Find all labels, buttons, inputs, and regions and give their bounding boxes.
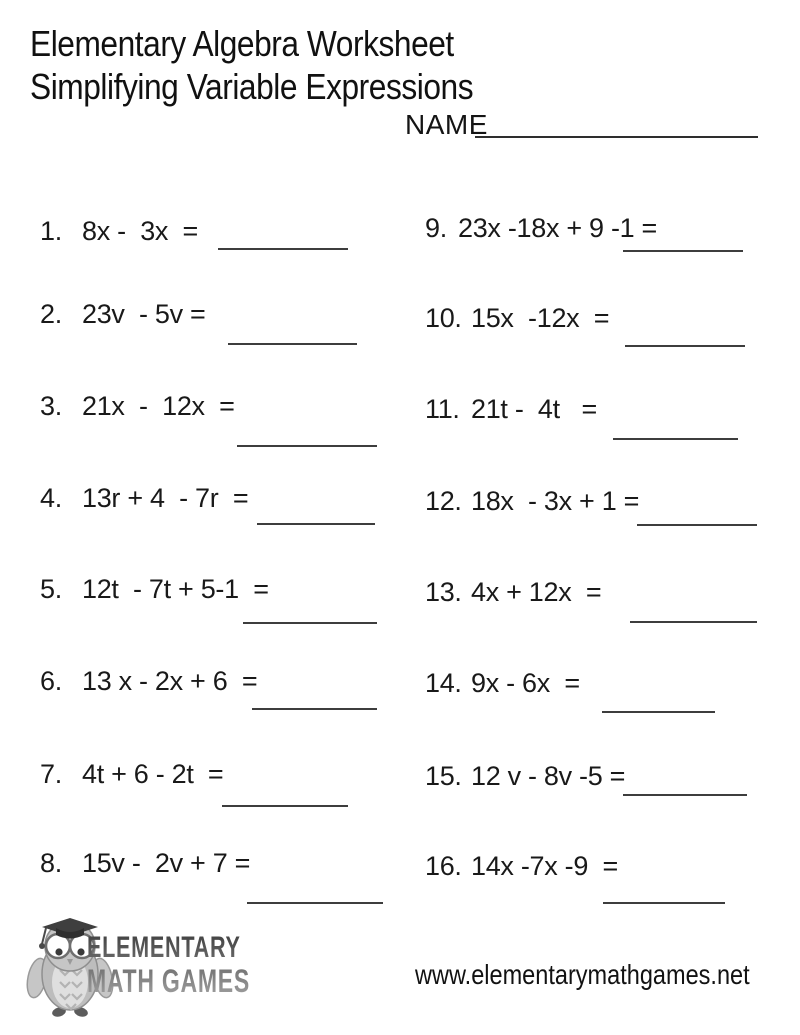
header	[30, 22, 473, 108]
problem-expression: 8x - 3x =	[82, 216, 198, 246]
problem-row-5	[40, 572, 269, 606]
answer-blank-12	[637, 524, 757, 526]
problem-expression: 23v - 5v =	[82, 299, 206, 329]
problem-expression: 12 v - 8v -5 =	[471, 761, 626, 791]
page-title: Elementary Algebra Worksheet	[30, 23, 454, 64]
problem-expression: 4t + 6 - 2t =	[82, 759, 224, 789]
problem-number: 15.	[425, 761, 462, 791]
problem-expression: 15x -12x =	[471, 303, 610, 333]
problem-row-12	[425, 484, 639, 518]
page-subtitle: Simplifying Variable Expressions	[30, 66, 474, 107]
problem-row-1	[40, 214, 198, 248]
problem-expression: 15v - 2v + 7 =	[82, 848, 251, 878]
problem-number: 14.	[425, 668, 462, 698]
problem-number: 5.	[40, 574, 62, 604]
problem-number: 8.	[40, 848, 62, 878]
problem-row-10	[425, 301, 609, 335]
problem-number: 10.	[425, 303, 462, 333]
name-blank-line	[475, 136, 758, 138]
answer-blank-8	[247, 902, 383, 904]
problem-number: 7.	[40, 759, 62, 789]
logo-line1: ELEMENTARY	[87, 931, 241, 964]
problem-number: 2.	[40, 299, 62, 329]
problem-expression: 14x -7x -9 =	[471, 851, 618, 881]
problem-number: 13.	[425, 577, 462, 607]
problem-row-2	[40, 297, 206, 331]
problem-expression: 13r + 4 - 7r =	[82, 483, 249, 513]
logo-line2: MATH GAMES	[87, 963, 250, 999]
problem-row-15	[425, 759, 625, 793]
website-url: www.elementarymathgames.net	[415, 959, 750, 990]
problem-row-9	[425, 211, 657, 245]
answer-blank-13	[630, 621, 757, 623]
problem-number: 12.	[425, 486, 462, 516]
problem-row-14	[425, 666, 580, 700]
problem-row-6	[40, 664, 257, 698]
answer-blank-10	[625, 345, 745, 347]
problem-number: 9.	[425, 213, 447, 243]
answer-blank-5	[243, 622, 377, 624]
answer-blank-1	[218, 248, 348, 250]
answer-blank-2	[228, 343, 357, 345]
problem-number: 3.	[40, 391, 62, 421]
problem-expression: 21x - 12x =	[82, 391, 235, 421]
problem-expression: 13 x - 2x + 6 =	[82, 666, 258, 696]
answer-blank-9	[623, 250, 743, 252]
logo-text	[87, 931, 250, 998]
problem-expression: 23x -18x + 9 -1 =	[458, 213, 658, 243]
answer-blank-3	[237, 445, 377, 447]
answer-blank-11	[613, 438, 738, 440]
problem-row-8	[40, 846, 250, 880]
problem-expression: 4x + 12x =	[471, 577, 602, 607]
problem-number: 11.	[425, 394, 460, 424]
answer-blank-7	[222, 805, 348, 807]
problem-number: 1.	[40, 216, 62, 246]
answer-blank-14	[602, 711, 715, 713]
problem-row-13	[425, 575, 601, 609]
problem-row-3	[40, 389, 235, 423]
problem-number: 6.	[40, 666, 62, 696]
problem-row-7	[40, 757, 223, 791]
problem-number: 16.	[425, 851, 462, 881]
problem-expression: 9x - 6x =	[471, 668, 580, 698]
problem-expression: 12t - 7t + 5-1 =	[82, 574, 269, 604]
name-label: NAME	[405, 109, 488, 140]
problem-expression: 21t - 4t =	[471, 394, 597, 424]
problem-row-11	[425, 392, 597, 426]
problem-expression: 18x - 3x + 1 =	[471, 486, 640, 516]
problem-row-4	[40, 481, 248, 515]
answer-blank-4	[257, 523, 375, 525]
answer-blank-16	[603, 902, 725, 904]
problem-number: 4.	[40, 483, 62, 513]
answer-blank-15	[623, 794, 747, 796]
problem-row-16	[425, 849, 618, 883]
answer-blank-6	[252, 708, 377, 710]
